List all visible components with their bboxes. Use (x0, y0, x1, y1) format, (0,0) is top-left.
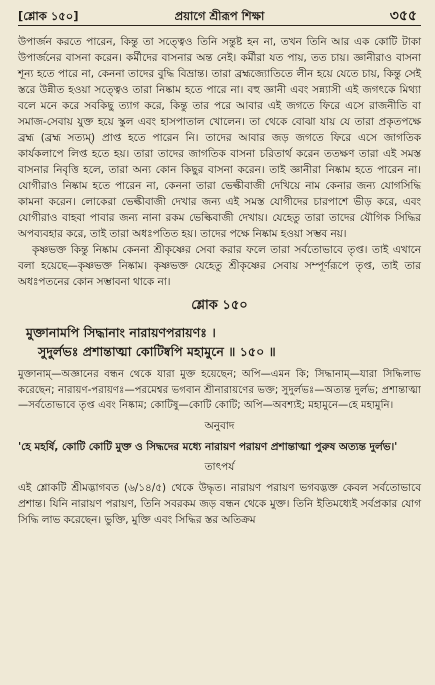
purport-text: এই শ্লোকটি শ্রীমদ্ভাগবত (৬/১৪/৫) থেকে উদ্ধৃত। নারায়ণ পরায়ণ ভগবদ্ভক্ত কেবল সর্বতোভাবে প্রশান্ত। যিনি নারায়ণ পরায়ণ, তিনি সবরকম জড় বন্ধন থেকে মুক্ত। তিনি ইতিমধ্যেই সর্বপ্রকার যোগ সিদ্ধি লাভ করেছেন। ভুক্তি, মুক্তি এবং সিদ্ধির স্তর অতিক্রম (18, 481, 421, 526)
verse-block (18, 323, 421, 361)
page-number: ৩৫৫ (389, 8, 417, 24)
paragraph: কৃষ্ণভক্ত কিন্তু নিষ্কাম কেননা শ্রীকৃষ্ণের সেবা করার ফলে তারা সর্বতোভাবে তৃপ্ত। তাই এখানে বলা হয়েছে—কৃষ্ণভক্ত নিষ্কাম। কৃষ্ণভক্ত যেহেতু শ্রীকৃষ্ণের সেবায় সম্পূর্ণরূপে তৃপ্ত, তাই তার অধঃপতনের কোন সম্ভাবনা থাকে না। (18, 244, 421, 288)
purport-heading: তাৎপর্য (204, 460, 235, 473)
header-verse-ref: [শ্লোক ১৫০] (18, 9, 79, 23)
running-header (18, 4, 421, 24)
verse-line: সুদুর্লভঃ প্রশান্তাত্মা কোটিষ্বপি মহামুনে ॥ ১৫০ ॥ (38, 344, 276, 359)
header-chapter-title: প্রয়াগে শ্রীরূপ শিক্ষা (174, 9, 265, 23)
verse-line: মুক্তানামপি সিদ্ধানাং নারায়ণপরায়ণঃ । (26, 325, 216, 340)
translation-heading: অনুবাদ (204, 419, 235, 432)
verse-title: শ্লোক ১৫০ (191, 298, 248, 313)
body-text (18, 34, 421, 290)
translation-text: 'হে মহর্ষি, কোটি কোটি মুক্ত ও সিদ্ধদের মধ্যে নারায়ণ পরায়ণ প্রশান্তাত্মা পুরুষ অত্যন্ত দুর্লভ।' (18, 440, 398, 453)
paragraph: উপার্জন করতে পারেন, কিন্তু তা সত্ত্বেও তিনি সন্তুষ্ট হন না, তখন তিনি আর এক কোটি টাকা উপার্জনের বাসনা করেন। কর্মীদের বাসনার অন্ত নেই। কর্মীরা যত পায়, তত চায়। জ্ঞানীরাও বাসনা শূন্য হতে পারে না, কেননা তাদের বুদ্ধি বিভ্রান্ত। তারা ব্রহ্মজ্যোতিতে লীন হয়ে যেতে চায়, কিন্তু সেই স্তরে উন্নীত হওয়া সত্ত্বেও তারা নিষ্কাম হতে পারে না। বহু জ্ঞানী এবং সন্ন্যাসী এই জগৎকে মিথ্যা বলে মনে করে সবকিছু ত্যাগ করে, কিন্তু তার পরে আবার এই জগতে ফিরে এসে রাজনীতি বা সমাজ-সেবায় যুক্ত হয়ে স্কুল এবং হাসপাতাল খোলেন। তা থেকে বোঝা যায় যে তারা প্রকৃতপক্ষে ব্রহ্ম (ব্রহ্ম সত্যম্) প্রাপ্ত হতে পারেন নি। তাদের আবার জড় জগতে ফিরে এসে জাগতিক কার্যকলাপে লিপ্ত হতে হয়। তারা তাদের জাগতিক বাসনা চরিতার্থ করেন ততক্ষণ তারা এই সমস্ত বাসনার নিবৃত্তি হলে, তারা অন্য কোন কিছুর বাসনা করেন। তাই জ্ঞানীরা নিষ্কাম হতে পারেন না। যোগীরাও নিষ্কাম হতে পারেন না, কেননা তারা ভেল্কীবাজী দেখিয়ে নাম কেনার জন্য যোগসিদ্ধি কামনা করেন। লোকেরা ভেল্কীবাজী দেখার জন্য এই সমস্ত যোগীদের চারপাশে ভীড় করে, এবং যোগীরাও বাহবা পাবার জন্য নানা রকম ভেল্কিবাজী দেখায়। যেহেতু তারা তাদের যৌগিক সিদ্ধির অপব্যবহার করে, তাই তারা অধঃপতিত হয়। তাদের পক্ষে নিষ্কাম হওয়া সম্ভব নয়। (18, 36, 421, 240)
word-for-word: মুক্তানাম্—অজ্ঞানের বন্ধন থেকে যারা মুক্ত হয়েছেন; অপি—এমন কি; সিদ্ধানাম্—যারা সিদ্ধিলাভ করেছেন; নারায়ণ-পরায়ণঃ—পরমেশ্বর ভগবান শ্রীনারায়ণের ভক্ত; সুদুর্লভঃ—অত্যন্ত দুর্লভ; প্রশান্তাত্মা—সর্বতোভাবে তৃপ্ত এবং নিষ্কাম; কোটিষু—কোটি কোটি; অপি—অবশ্যই; মহামুনে—হে মহামুনি। (18, 369, 421, 412)
